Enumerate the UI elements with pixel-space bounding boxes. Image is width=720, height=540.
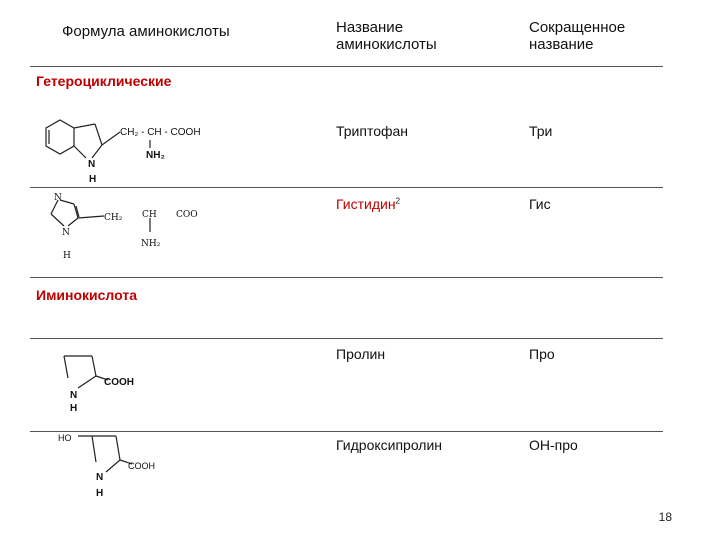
- hydroxyproline-n: N: [96, 472, 104, 483]
- tryptophan-abbr: Три: [529, 123, 553, 139]
- tryptophan-nh2: NH₂: [146, 150, 165, 161]
- histidine-nh2: NH₂: [141, 239, 161, 249]
- histidine-h: H: [63, 251, 71, 261]
- hydroxyproline-h: H: [96, 488, 104, 499]
- histidine-ch2: CH₂: [104, 213, 123, 223]
- hydroxyproline-formula: [58, 428, 198, 500]
- tryptophan-ring-n: N: [88, 159, 96, 170]
- section-heterocyclic: Гетероциклические: [36, 73, 172, 89]
- histidine-abbr: Гис: [529, 196, 551, 212]
- tryptophan-formula: [40, 110, 230, 190]
- histidine-n-bottom: N: [62, 228, 70, 238]
- tryptophan-ring-h: H: [89, 174, 97, 185]
- column-header-abbr-line2: название: [529, 36, 594, 53]
- hydroxyproline-cooh: COOH: [128, 461, 155, 471]
- row-rule-1: [30, 187, 663, 188]
- histidine-formula: [46, 190, 266, 262]
- row-rule-3: [30, 338, 663, 339]
- column-header-abbr-line1: Сокращенное: [529, 19, 626, 36]
- tryptophan-structure: [40, 110, 230, 190]
- histidine-n-top: N: [54, 193, 62, 203]
- proline-structure: [58, 348, 178, 418]
- histidine-name: [336, 196, 400, 212]
- column-header-formula: Формула аминокислоты: [62, 23, 230, 40]
- histidine-name-text: Гистидин: [336, 196, 396, 212]
- tryptophan-name: Триптофан: [336, 123, 409, 139]
- column-header-name: [336, 19, 437, 53]
- histidine-ch: CH: [142, 210, 157, 220]
- histidine-structure: [46, 190, 266, 262]
- proline-cooh: COOH: [104, 377, 134, 388]
- proline-h: H: [70, 403, 78, 414]
- column-header-name-line2: аминокислоты: [336, 36, 437, 53]
- header-rule: [30, 66, 663, 67]
- column-header-name-line1: Название: [336, 19, 404, 36]
- hydroxyproline-ho: HO: [58, 433, 72, 443]
- proline-name: Пролин: [336, 346, 386, 362]
- row-rule-2: [30, 277, 663, 278]
- tryptophan-chain: CH₂ - CH - COOH: [120, 127, 201, 138]
- column-header-abbreviation: [529, 19, 625, 53]
- histidine-coo: COO: [176, 210, 198, 220]
- hydroxyproline-abbr: ОН-про: [529, 437, 578, 453]
- section-imino: Иминокислота: [36, 287, 137, 303]
- proline-abbr: Про: [529, 346, 555, 362]
- hydroxyproline-structure: [58, 428, 198, 500]
- proline-n: N: [70, 390, 78, 401]
- proline-formula: [58, 348, 178, 418]
- histidine-name-sup: 2: [395, 196, 401, 206]
- page-number: 18: [658, 510, 672, 524]
- hydroxyproline-name: Гидроксипролин: [336, 437, 443, 453]
